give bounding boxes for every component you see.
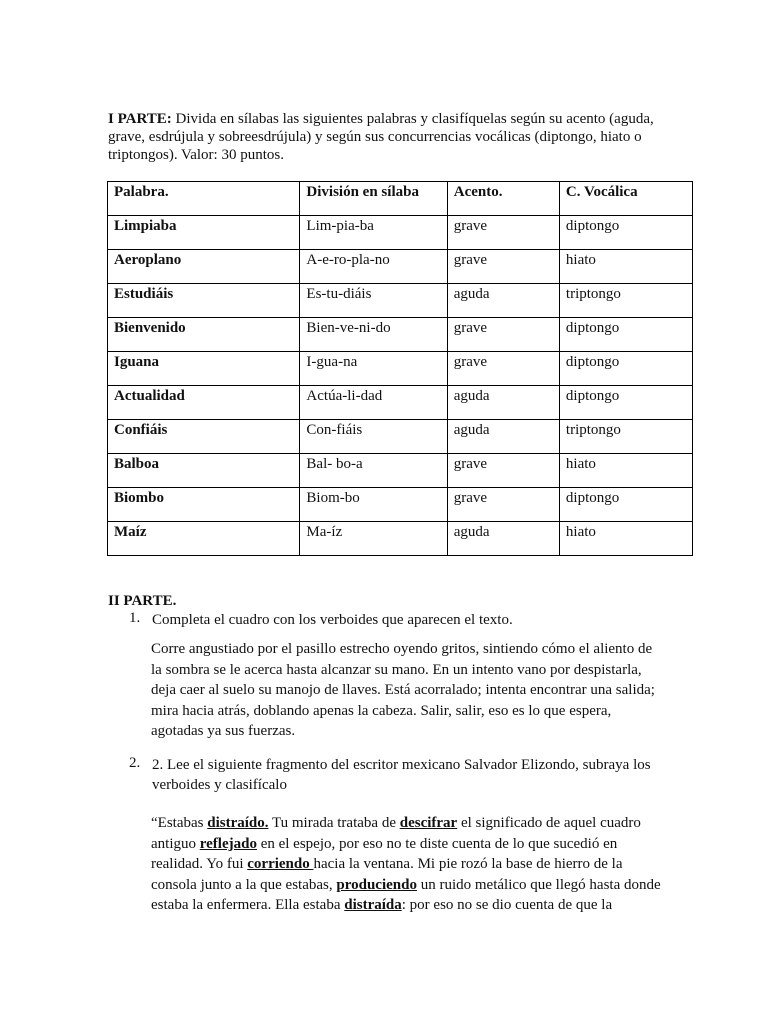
- cell-acento: grave: [447, 488, 559, 522]
- cell-acento: grave: [447, 352, 559, 386]
- syllable-table: [107, 181, 693, 556]
- list-number: 2.: [129, 755, 141, 771]
- passage-text: “Estabas: [151, 815, 208, 831]
- cell-acento: aguda: [447, 420, 559, 454]
- cell-vocalica: triptongo: [559, 420, 692, 454]
- cell-division: I-gua-na: [300, 352, 447, 386]
- cell-acento: grave: [447, 454, 559, 488]
- cell-vocalica: triptongo: [559, 284, 692, 318]
- cell-vocalica: diptongo: [559, 386, 692, 420]
- cell-acento: grave: [447, 216, 559, 250]
- table-row: [108, 250, 693, 284]
- passage-text: : por eso no se dio cuenta de que la: [401, 897, 613, 913]
- cell-palabra: Maíz: [108, 522, 300, 556]
- table-row: [108, 420, 693, 454]
- header-acento: Acento.: [447, 182, 559, 216]
- cell-vocalica: diptongo: [559, 488, 692, 522]
- cell-division: A-e-ro-pla-no: [300, 250, 447, 284]
- list-number: 1.: [129, 610, 141, 626]
- cell-division: Ma-íz: [300, 522, 447, 556]
- cell-palabra: Aeroplano: [108, 250, 300, 284]
- cell-acento: aguda: [447, 386, 559, 420]
- cell-division: Biom-bo: [300, 488, 447, 522]
- cell-vocalica: hiato: [559, 454, 692, 488]
- cell-vocalica: diptongo: [559, 216, 692, 250]
- part1-heading: I PARTE:: [108, 111, 172, 127]
- underlined-verboid: distraída: [344, 897, 402, 913]
- cell-palabra: Biombo: [108, 488, 300, 522]
- cell-palabra: Confiáis: [108, 420, 300, 454]
- underlined-verboid: produciendo: [336, 876, 417, 893]
- underlined-verboid: corriendo: [247, 856, 314, 872]
- list-item-text: Completa el cuadro con los verboides que aparecen el texto.: [152, 612, 513, 628]
- cell-vocalica: hiato: [559, 522, 692, 556]
- table-header-row: [108, 182, 693, 216]
- part1-instructions: [108, 110, 668, 164]
- table-row: [108, 454, 693, 488]
- cell-division: Con-fiáis: [300, 420, 447, 454]
- header-division: División en sílaba: [300, 182, 447, 216]
- list-item-text: 2. Lee el siguiente fragmento del escritor mexicano Salvador Elizondo, subraya los verboides y clasifícalo: [152, 757, 651, 793]
- cell-palabra: Balboa: [108, 454, 300, 488]
- table-row: [108, 318, 693, 352]
- header-vocalica: C. Vocálica: [559, 182, 692, 216]
- table-row: [108, 284, 693, 318]
- cell-vocalica: diptongo: [559, 318, 692, 352]
- table-row: [108, 522, 693, 556]
- cell-acento: aguda: [447, 522, 559, 556]
- table-row: [108, 488, 693, 522]
- cell-division: Actúa-li-dad: [300, 386, 447, 420]
- table-body: [108, 216, 693, 556]
- underlined-verboid: reflejado: [199, 835, 257, 852]
- part2-heading: II PARTE.: [108, 593, 177, 609]
- passage-text: hacia la ventana. Mi pie rozó la base de hierro de la consola junto a la que estabas,: [151, 856, 623, 893]
- cell-division: Es-tu-diáis: [300, 284, 447, 318]
- passage-text: el significado de aquel cuadro antiguo: [151, 815, 641, 852]
- cell-division: Bal- bo-a: [300, 454, 447, 488]
- cell-vocalica: diptongo: [559, 352, 692, 386]
- cell-acento: grave: [447, 250, 559, 284]
- underlined-verboid: distraído.: [207, 815, 269, 831]
- passage-2: [151, 813, 661, 916]
- passage-text: en el espejo, por eso no te diste cuenta de lo que sucedió en realidad. Yo fui: [151, 835, 618, 872]
- part1-instructions-text: Divida en sílabas las siguientes palabras y clasifíquelas según su acento (aguda, grave, esdrújula y sobreesdrújula) y según sus concurrencias vocálicas (diptongo, hiato o triptongos). Valor: 30 puntos.: [108, 111, 654, 163]
- passage-text: un ruido metálico que llegó hasta donde estaba la enfermera. Ella estaba: [151, 876, 661, 913]
- cell-division: Lim-pia-ba: [300, 216, 447, 250]
- cell-palabra: Limpiaba: [108, 216, 300, 250]
- cell-acento: grave: [447, 318, 559, 352]
- underlined-verboid: descifrar: [399, 815, 458, 831]
- table-row: [108, 352, 693, 386]
- passage-text: Tu mirada trataba de: [268, 815, 400, 831]
- cell-palabra: Bienvenido: [108, 318, 300, 352]
- cell-palabra: Actualidad: [108, 386, 300, 420]
- cell-palabra: Iguana: [108, 352, 300, 386]
- table-row: [108, 216, 693, 250]
- cell-palabra: Estudiáis: [108, 284, 300, 318]
- cell-acento: aguda: [447, 284, 559, 318]
- passage-1: Corre angustiado por el pasillo estrecho oyendo gritos, sintiendo cómo el aliento de la sombra se le acerca hasta alcanzar su mano. En un intento vano por despistarla, deja caer al suelo su manojo de llaves. Está acorralado; intenta encontrar una salida; mira hacia atrás, doblando apenas la cabeza. Salir, salir, eso es lo que espera, agotadas ya sus fuerzas.: [151, 641, 655, 739]
- header-palabra: Palabra.: [108, 182, 300, 216]
- table-row: [108, 386, 693, 420]
- cell-division: Bien-ve-ni-do: [300, 318, 447, 352]
- cell-vocalica: hiato: [559, 250, 692, 284]
